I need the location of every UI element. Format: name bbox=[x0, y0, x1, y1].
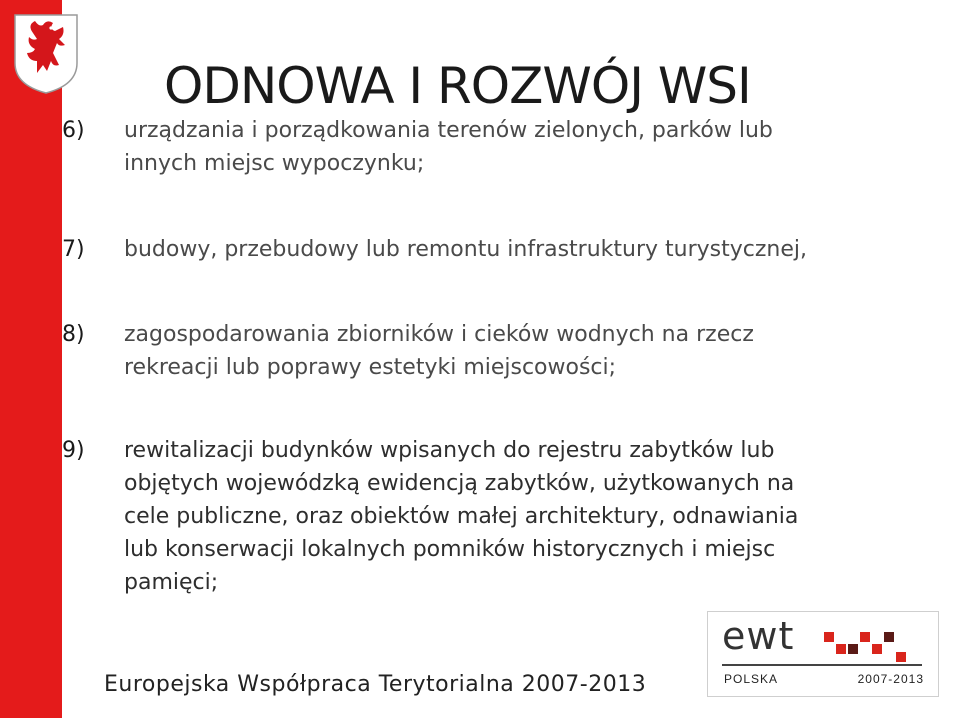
logo-square bbox=[872, 644, 882, 654]
item-text-line: urządzania i porządkowania terenów zielonych, parków lub bbox=[124, 118, 773, 143]
item-text-line: innych miejsc wypoczynku; bbox=[124, 151, 425, 176]
item-text bbox=[124, 318, 754, 384]
item-text bbox=[124, 114, 773, 180]
item-text-line: rekreacji lub poprawy estetyki miejscowości; bbox=[124, 355, 617, 380]
ewt-logo-wordmark: ewt bbox=[722, 614, 795, 658]
item-text-line: zagospodarowania zbiorników i cieków wodnych na rzecz bbox=[124, 322, 754, 347]
item-text-line: budowy, przebudowy lub remontu infrastruktury turystycznej, bbox=[124, 237, 808, 262]
item-number: 9) bbox=[62, 438, 85, 463]
list-item bbox=[62, 114, 773, 180]
red-side-strip bbox=[0, 0, 62, 718]
logo-square bbox=[824, 632, 834, 642]
logo-square bbox=[884, 632, 894, 642]
item-number: 6) bbox=[62, 118, 85, 143]
ewt-logo bbox=[707, 611, 939, 697]
item-number: 8) bbox=[62, 322, 85, 347]
footer-programme-name: Europejska Współpraca Terytorialna 2007-2013 bbox=[104, 672, 647, 697]
ewt-logo-years: 2007-2013 bbox=[857, 672, 924, 686]
list-item bbox=[62, 233, 807, 266]
item-number: 7) bbox=[62, 237, 85, 262]
ewt-logo-divider bbox=[722, 664, 922, 666]
list-item bbox=[62, 318, 754, 384]
item-text bbox=[124, 233, 807, 266]
item-text-line: cele publiczne, oraz obiektów małej architektury, odnawiania bbox=[124, 504, 799, 529]
ewt-logo-country: POLSKA bbox=[724, 672, 779, 686]
item-text bbox=[124, 434, 798, 599]
logo-square bbox=[848, 644, 858, 654]
item-text-line: pamięci; bbox=[124, 570, 219, 595]
griffin-crest-icon bbox=[13, 13, 79, 95]
item-text-line: lub konserwacji lokalnych pomników historycznych i miejsc bbox=[124, 537, 776, 562]
logo-square bbox=[860, 632, 870, 642]
slide-title: ODNOWA I ROZWÓJ WSI bbox=[164, 57, 751, 115]
item-text-line: rewitalizacji budynków wpisanych do rejestru zabytków lub bbox=[124, 438, 775, 463]
logo-square bbox=[836, 644, 846, 654]
logo-square bbox=[896, 652, 906, 662]
list-item bbox=[62, 434, 798, 599]
item-text-line: objętych wojewódzką ewidencją zabytków, użytkowanych na bbox=[124, 471, 795, 496]
